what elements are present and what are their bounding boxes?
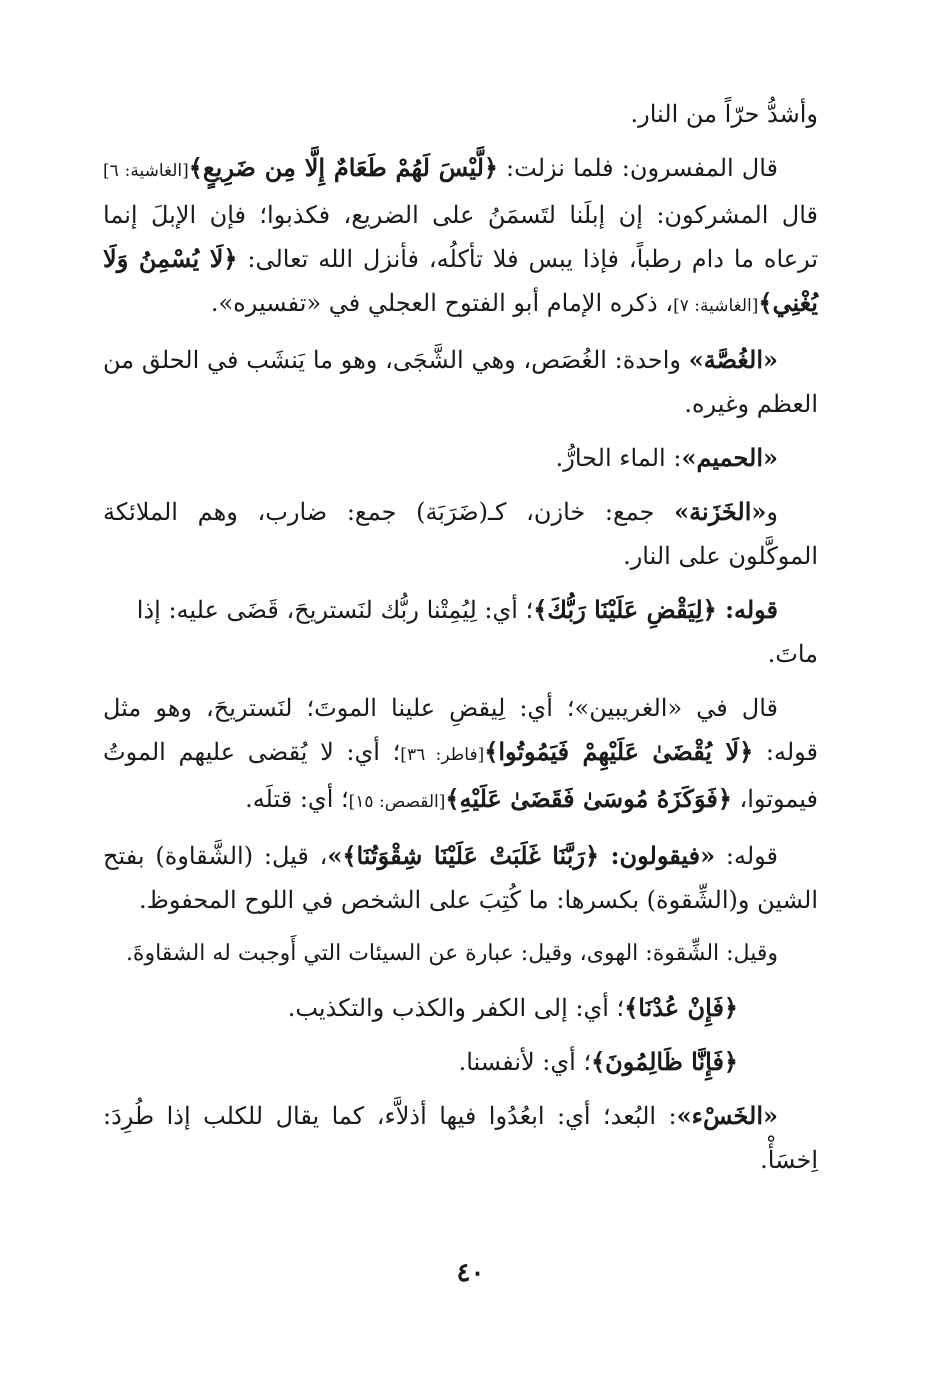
quran-verse-ghashiya-6: ﴿لَّيْسَ لَهُمْ طَعَامٌ إِلَّا مِن ضَرِيعٍ﴾ [188,153,498,182]
quran-verse-shiqwatuna: ﴿رَبَّنَا غَلَبَتْ عَلَيْنَا شِقْوَتُنَا﴾ [342,841,600,870]
page-number: ٤٠ [456,1258,485,1288]
paragraph-11 [103,1040,818,1084]
paragraph-7-text-a: قال في «الغريبين»؛ أي: لِيقضِ علينا الموتَ؛ لنَستريحَ، وهو مثل قوله: [103,694,819,766]
paragraph-4-text: : الماء الحارُّ. [555,444,682,472]
quran-verse-fatir-36: ﴿لَا يُقْضَىٰ عَلَيْهِمْ فَيَمُوتُوا﴾ [484,737,754,766]
paragraph-8-lead: قوله: [715,842,778,870]
quran-verse-liyaqdi: ﴿لِيَقْضِ عَلَيْنَا رَبُّكَ﴾ [533,595,717,624]
paragraph-2-text-b: قال المشركون: إن إبلَنا لتَسمَنُ على الضريع، فكذبوا؛ فإن الإبلَ إنما ترعاه ما دام رطباً، فإذا يبس فلا تأكلُه، فأنزل الله تعالى: [103,201,818,273]
paragraph-4 [103,436,818,480]
paragraph-3-text: واحدة: الغُصَص، وهي الشَّجَى، وهو ما يَنشَب في الحلق من العظم وغيره. [103,346,818,418]
verse-reference: [القصص: ١٥] [348,792,446,812]
verse-reference: [الغاشية: ٦] [103,161,189,181]
paragraph-7-text-b: ؛ أي: لا يُقضى عليهم الموتُ فيموتوا، [103,738,818,813]
paragraph-3 [103,338,818,426]
quran-verse-ghashiya-7: ﴿لَا يُسْمِنُ وَلَا يُغْنِي﴾ [103,244,818,317]
paragraph-2-text-c: ، ذكره الإمام أبو الفتوح العجلي في «تفسيره». [210,289,674,317]
paragraph-1-text: وأشدُّ حرّاً من النار. [630,100,818,128]
paragraph-9 [103,932,818,976]
paragraph-1 [103,92,818,136]
paragraph-5-text: جمع: خازن، كـ(ضَرَبَة) جمع: ضارب، وهم الملائكة الموكَّلون على النار. [103,498,818,570]
term-khazana: «الخَزَنة» [674,497,767,526]
paragraph-11-text: ؛ أي: لأنفسنا. [458,1048,592,1076]
term-khas: «الخَسْء» [676,1101,779,1130]
paragraph-12 [103,1094,818,1182]
paragraph-7 [103,686,818,824]
quran-verse-qasas-15: ﴿فَوَكَزَهُ مُوسَىٰ فَقَضَىٰ عَلَيْهِ﴾ [445,784,732,813]
paragraph-12-text: : البُعد؛ أي: ابعُدُوا فيها أذلاَّء، كما يقال للكلب إذا طُرِدَ: اِخسَأْ. [103,1102,818,1174]
paragraph-6-lead: قوله: [716,595,778,624]
verse-reference: [الغاشية: ٧] [673,296,759,316]
verse-reference: [فاطر: ٣٦] [400,745,485,765]
paragraph-7-text-c: ؛ أي: قتلَه. [245,785,349,813]
term-close: » [327,841,343,870]
quran-verse-in-udna: ﴿فَإِنْ عُدْنَا﴾ [624,993,738,1022]
term-fayaqulun: «فيقولون: [599,841,716,870]
paragraph-2 [103,146,818,328]
paragraph-2-text-a: قال المفسرون: فلما نزلت: [497,154,779,182]
paragraph-10-text: ؛ أي: إلى الكفر والكذب والتكذيب. [287,994,625,1022]
paragraph-5-prefix: و [766,498,778,526]
paragraph-10 [103,986,818,1030]
paragraph-9-text: وقيل: الشِّقوة: الهوى، وقيل: عبارة عن السيئات التي أَوجبت له الشقاوةَ. [125,941,778,966]
paragraph-6 [103,588,818,676]
term-hamim: «الحميم» [681,443,778,472]
paragraph-5 [103,490,818,578]
paragraph-8-text: ، قيل: (الشَّقاوة) بفتح الشين و(الشِّقوة) بكسرها: ما كُتِبَ على الشخص في اللوح المحفوظ. [103,842,818,914]
paragraph-8 [103,834,818,922]
paragraph-6-text: ؛ أي: لِيُمِتْنا ربُّك لنَستريحَ، قَضَى عليه: إذا ماتَ. [136,596,818,668]
term-ghussa: «الغُصَّة» [688,345,778,374]
quran-verse-zalimun: ﴿فَإِنَّا ظَالِمُونَ﴾ [591,1047,738,1076]
